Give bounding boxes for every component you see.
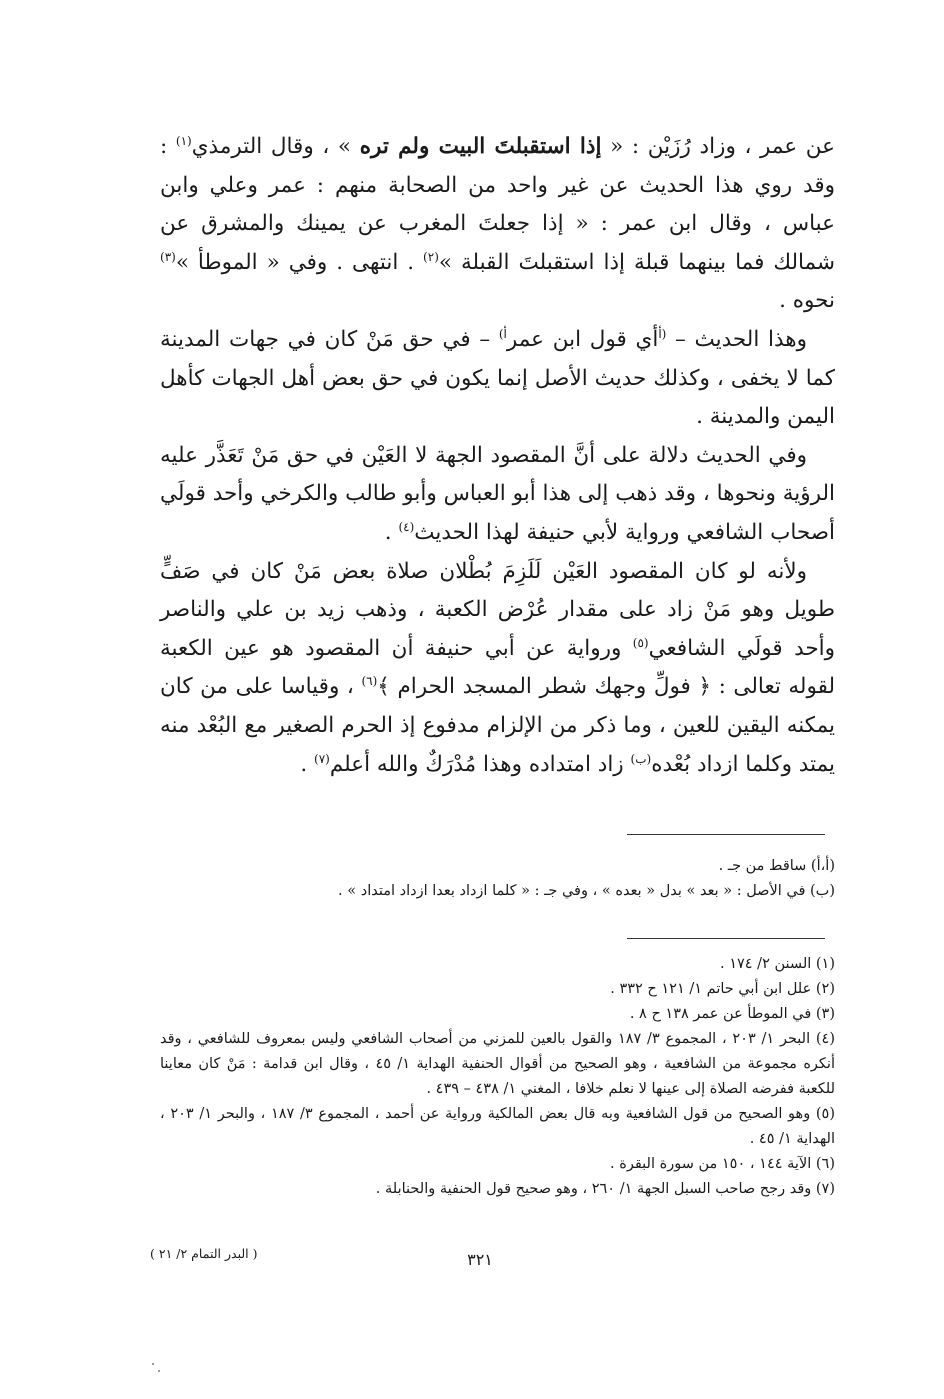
text-span: أي قول ابن عمر bbox=[506, 326, 659, 352]
footnote: (٣) في الموطأ عن عمر ١٣٨ ح ٨ . bbox=[629, 1006, 835, 1022]
footnote-ref: (٤) bbox=[398, 519, 415, 534]
text-span: نحوه . bbox=[779, 288, 835, 314]
text-span: . bbox=[384, 519, 399, 545]
text-span: . انتهى . وفي « الموطأ » bbox=[175, 249, 424, 275]
paragraph-4 bbox=[160, 553, 835, 785]
text-span: : وقد روي هذا الحديث عن غير واحد من الصحابة منهم : عمر وعلي وابن عباس ، وقال ابن عمر : « إذا جعلتَ المغرب عن يمينك والمشرق عن شمالك فما بينهما قبلة إذا استقبلتَ القبلة » bbox=[160, 134, 835, 275]
text-span: » ، وقال الترمذي bbox=[191, 134, 360, 159]
variant-notes bbox=[160, 854, 835, 904]
bold-quote: إذا استقبلتَ البيت ولم تره bbox=[359, 134, 602, 159]
separator-rule bbox=[627, 834, 825, 835]
text-span: وهذا الحديث – bbox=[666, 326, 808, 352]
scan-speck bbox=[158, 1370, 160, 1372]
footnote: (١) السنن ٢/ ١٧٤ . bbox=[719, 956, 835, 972]
footnote-ref: (٣) bbox=[160, 249, 176, 264]
text-span: ولأنه لو كان المقصود العَيْن لَلَزِمَ بُطْلان صلاة بعض مَنْ كان في صَفٍّ طويل وهو مَنْ زاد على مقدار عُرْض الكعبة ، وذهب زيد بن علي والناصر وأحد قولَي الشافعي bbox=[160, 558, 835, 661]
variant-ref: أ) bbox=[498, 326, 507, 341]
footnote: (٢) علل ابن أبي حاتم ١/ ١٢١ ح ٣٣٢ . bbox=[610, 981, 835, 997]
footnote: (٦) الآية ١٤٤ ، ١٥٠ من سورة البقرة . bbox=[610, 1156, 835, 1172]
paragraph-1 bbox=[160, 128, 835, 321]
main-text bbox=[160, 128, 835, 784]
footnote: (٥) وهو الصحيح من قول الشافعية وبه قال بعض المالكية ورواية عن أحمد ، المجموع ٣/ ١٨٧ ، والبحر ١/ ٢٠٣ ، الهداية ١/ ٤٥ . bbox=[160, 1106, 835, 1147]
text-span: – في حق مَنْ كان في جهات المدينة كما لا يخفى ، وكذلك حديث الأصل إنما يكون في حق بعض أهل الجهات كأهل اليمن والمدينة . bbox=[160, 326, 835, 430]
text-span: ، وقياسا على من كان يمكنه اليقين للعين ، وما ذكر من الإلزام مدفوع إذ الحرم الصغير مع البُعْد منه يمتد وكلما ازداد بُعْده bbox=[160, 674, 835, 777]
variant-ref: (ب) bbox=[630, 751, 652, 766]
paragraph-3 bbox=[160, 437, 835, 553]
footnote-ref: (٦) bbox=[361, 674, 378, 689]
separator-rule bbox=[627, 938, 825, 939]
printer-signature: ( البدر التمام ٢/ ٢١ ) bbox=[150, 1246, 258, 1261]
footnote-ref: (١) bbox=[175, 133, 192, 148]
footnote: (٧) وقد رجح صاحب السبل الجهة ١/ ٢٦٠ ، وهو صحيح قول الحنفية والحنابلة . bbox=[375, 1181, 835, 1197]
paragraph-2 bbox=[160, 321, 835, 437]
footnote: (٤) البحر ١/ ٢٠٣ ، المجموع ٣/ ١٨٧ والقول بالعين للمزني من أصحاب الشافعي وليس بمعروف للشافعي ، وقد أنكره مجموعة من الشافعية ، وهو الصحيح من أقوال الحنفية الهداية ١/ ٤٥ ، وقال ابن قدامة : مَنْ كان معاينا للكعبة ففرضه الصلاة إلى عينها لا نعلم خلافا ، المغني ١/ ٤٣٨ – ٤٣٩ . bbox=[160, 1031, 836, 1097]
footnote-ref: (٢) bbox=[423, 249, 439, 264]
variant-note: (أ،أ) ساقط من جـ . bbox=[718, 858, 835, 874]
variant-ref: (أ bbox=[658, 326, 667, 341]
variant-note: (ب) في الأصل : « بعد » بدل « بعده » ، وفي جـ : « كلما ازداد بعدا ازداد امتداد » . bbox=[338, 883, 835, 899]
footnote-ref: (٧) bbox=[314, 751, 330, 766]
footnotes bbox=[160, 952, 835, 1202]
text-span: وفي الحديث دلالة على أنَّ المقصود الجهة لا العَيْن في حق مَنْ تَعَذَّر عليه الرؤية ونحوها ، وقد ذهب إلى هذا أبو العباس وأبو طالب والكرخي وأحد قولَي أصحاب الشافعي ورواية لأبي حنيفة لهذا الحديث bbox=[160, 442, 835, 545]
text-span: زاد امتداده وهذا مُدْرَكٌ والله أعلم bbox=[329, 751, 631, 777]
text-span: . bbox=[300, 751, 315, 777]
page-number: ٣٢١ bbox=[467, 1250, 493, 1269]
text-span: ورواية عن أبي حنيفة أن المقصود هو عين الكعبة لقوله تعالى : ﴿ فولِّ وجهك شطر المسجد الحرام ﴾ bbox=[160, 635, 835, 700]
footnote-ref: (٥) bbox=[632, 635, 649, 650]
scan-speck bbox=[152, 1363, 154, 1365]
text-span: عن عمر ، وزاد رُزَيْن : « bbox=[601, 134, 835, 159]
